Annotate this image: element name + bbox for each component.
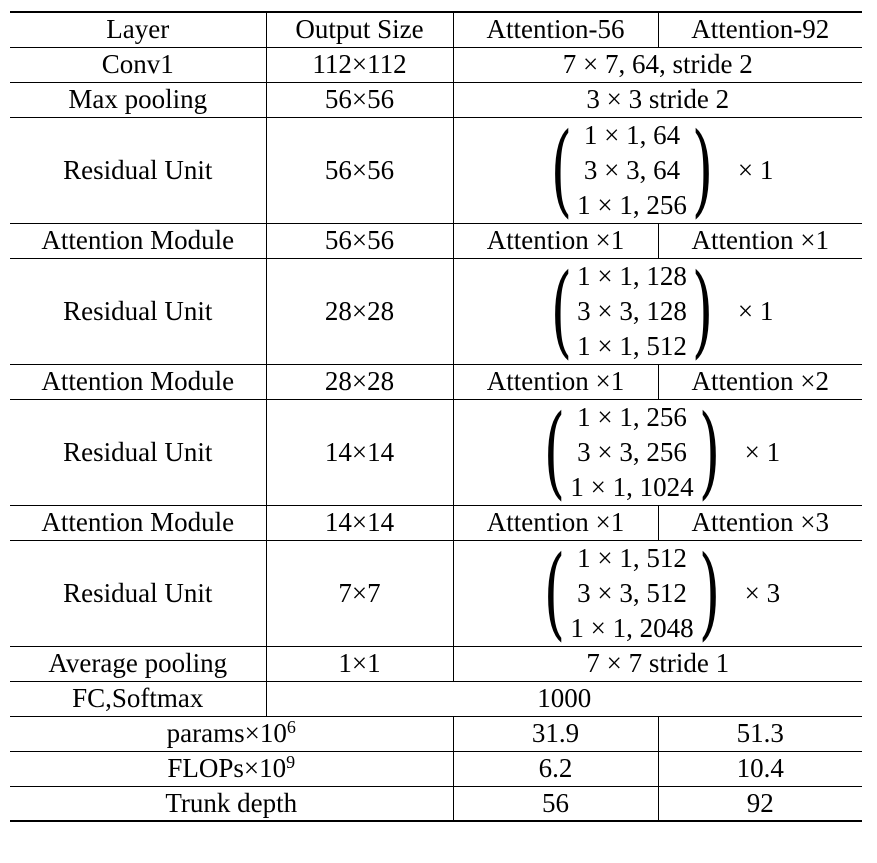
cell-size: 28×28: [266, 364, 453, 399]
cell-size: 56×56: [266, 223, 453, 258]
header-layer: Layer: [10, 12, 266, 47]
cell-spec: 3 × 3 stride 2: [453, 82, 862, 117]
right-paren: ): [691, 111, 714, 228]
cell-size: 112×112: [266, 47, 453, 82]
table-row-residual-2: [10, 258, 862, 364]
residual-matrix: [535, 534, 781, 651]
cell-attention-56: 31.9: [453, 716, 658, 751]
header-output-size: Output Size: [266, 12, 453, 47]
cell-layer: Attention Module: [10, 364, 266, 399]
cell-attention-56: Attention ×1: [453, 223, 658, 258]
architecture-table: [10, 11, 862, 822]
right-paren: ): [698, 534, 720, 651]
flops-exponent: 9: [286, 752, 296, 772]
table-row-avgpool: [10, 646, 862, 681]
cell-attention-56: 6.2: [453, 751, 658, 786]
cell-size: 1×1: [266, 646, 453, 681]
cell-size: 28×28: [266, 258, 453, 364]
multiplier: × 1: [744, 436, 781, 467]
left-paren: (: [550, 252, 573, 369]
table-row-residual-1: [10, 117, 862, 223]
table-row-maxpool: [10, 82, 862, 117]
cell-layer: Conv1: [10, 47, 266, 82]
cell-layer: Average pooling: [10, 646, 266, 681]
matrix-line-2: 3 × 3, 256: [577, 436, 687, 467]
left-paren: (: [544, 393, 566, 510]
cell-attention-92: Attention ×1: [658, 223, 862, 258]
multiplier: × 1: [737, 295, 774, 326]
cell-matrix: [453, 534, 862, 651]
cell-layer: Residual Unit: [10, 540, 266, 646]
cell-attention-92: 51.3: [658, 716, 862, 751]
cell-params-label: [10, 716, 453, 751]
cell-attention-92: Attention ×3: [658, 505, 862, 540]
cell-size: 56×56: [266, 82, 453, 117]
cell-layer: Attention Module: [10, 505, 266, 540]
multiplier: × 3: [744, 577, 781, 608]
table-row-attention-1: [10, 223, 862, 258]
cell-attention-92: 92: [658, 786, 862, 821]
table-row-residual-4: [10, 540, 862, 646]
residual-matrix: [535, 393, 781, 510]
cell-spec: 1000: [266, 681, 862, 716]
table-row-attention-2: [10, 364, 862, 399]
table-row-attention-3: [10, 505, 862, 540]
cell-attention-56: Attention ×1: [453, 364, 658, 399]
matrix-line-1: 1 × 1, 512: [577, 542, 687, 573]
cell-spec: 7 × 7, 64, stride 2: [453, 47, 862, 82]
right-paren: ): [691, 252, 714, 369]
cell-attention-92: Attention ×2: [658, 364, 862, 399]
cell-layer: Max pooling: [10, 82, 266, 117]
residual-matrix: [542, 252, 774, 369]
cell-flops-label: [10, 751, 453, 786]
cell-matrix: [453, 252, 862, 369]
cell-matrix: [453, 111, 862, 228]
cell-attention-56: Attention ×1: [453, 505, 658, 540]
cell-matrix: [453, 393, 862, 510]
matrix-line-2: 3 × 3, 128: [577, 295, 687, 326]
cell-layer: FC,Softmax: [10, 681, 266, 716]
residual-matrix: [542, 111, 774, 228]
table-row-depth: [10, 786, 862, 821]
left-paren: (: [544, 534, 566, 651]
matrix-line-1: 1 × 1, 64: [583, 119, 681, 150]
cell-attention-56: 56: [453, 786, 658, 821]
matrix-line-2: 3 × 3, 64: [583, 154, 681, 185]
matrix-line-3: 1 × 1, 512: [577, 330, 687, 361]
table-row-conv1: [10, 47, 862, 82]
flops-label: FLOPs×10: [167, 753, 287, 783]
table-row-flops: [10, 751, 862, 786]
cell-depth-label: Trunk depth: [10, 786, 453, 821]
cell-attention-92: 10.4: [658, 751, 862, 786]
matrix-line-3: 1 × 1, 256: [577, 189, 687, 220]
right-paren: ): [698, 393, 720, 510]
matrix-line-1: 1 × 1, 256: [577, 401, 687, 432]
multiplier: × 1: [737, 154, 774, 185]
header-attention-56: Attention-56: [453, 12, 658, 47]
header-attention-92: Attention-92: [658, 12, 862, 47]
params-label: params×10: [166, 718, 287, 748]
cell-size: 14×14: [266, 399, 453, 505]
matrix-line-1: 1 × 1, 128: [577, 260, 687, 291]
table-row-fc: [10, 681, 862, 716]
left-paren: (: [550, 111, 573, 228]
cell-layer: Residual Unit: [10, 399, 266, 505]
matrix-line-3: 1 × 1, 1024: [570, 471, 694, 502]
params-exponent: 6: [286, 717, 296, 737]
cell-size: 7×7: [266, 540, 453, 646]
table-row-params: [10, 716, 862, 751]
header-row: [10, 12, 862, 47]
cell-layer: Attention Module: [10, 223, 266, 258]
matrix-line-3: 1 × 1, 2048: [570, 612, 694, 643]
matrix-line-2: 3 × 3, 512: [577, 577, 687, 608]
cell-size: 56×56: [266, 117, 453, 223]
cell-layer: Residual Unit: [10, 258, 266, 364]
cell-spec: 7 × 7 stride 1: [453, 646, 862, 681]
table-row-residual-3: [10, 399, 862, 505]
cell-layer: Residual Unit: [10, 117, 266, 223]
cell-size: 14×14: [266, 505, 453, 540]
